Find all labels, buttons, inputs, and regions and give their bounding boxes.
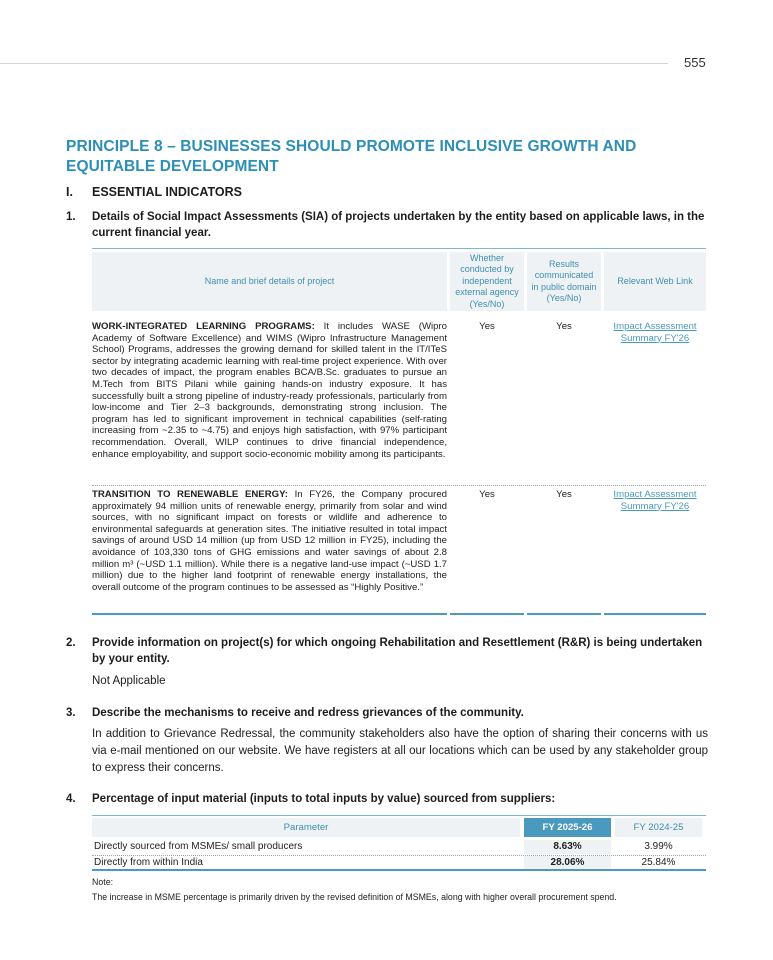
question-1 xyxy=(66,209,716,241)
fy25-value: 25.84% xyxy=(641,857,676,868)
project-name: WORK-INTEGRATED LEARNING PROGRAMS: xyxy=(92,321,315,332)
header-web-link: Relevant Web Link xyxy=(604,252,706,311)
header-fy-2024-25: FY 2024-25 xyxy=(615,818,702,837)
fy25-value: 3.99% xyxy=(644,841,673,852)
question-text: Describe the mechanisms to receive and redress grievances of the community. xyxy=(92,707,524,719)
section-number: I. xyxy=(66,185,73,199)
question-number: 2. xyxy=(66,637,76,649)
sia-table-bottom-rule xyxy=(92,613,706,615)
project-name: TRANSITION TO RENEWABLE ENERGY: xyxy=(92,489,288,500)
project-details xyxy=(92,489,447,593)
question-text: Percentage of input material (inputs to total inputs by value) sourced from suppliers: xyxy=(92,793,556,805)
impact-assessment-link[interactable]: Impact Assessment Summary FY'26 xyxy=(613,489,697,512)
table-row xyxy=(92,489,706,593)
question-3 xyxy=(66,705,716,721)
header-fy-2025-26: FY 2025-26 xyxy=(524,818,611,837)
project-description: It includes WASE (Wipro Academy of Software Excellence) and WIMS (Wipro Infrastructure Management School) Programs, addresses the growing demand for skilled talent in the IT/ITeS sector by integrating academic learning with real-time project experience. With over two decades of impact, the program enables BCA/B.Sc. graduates to pursue an M.Tech from BITS Pilani while gaining hands-on industry exposure. It has successfully built a strong pipeline of industry-ready professionals, particularly from low-income and Tier 2–3 backgrounds, demonstrating strong inclusion. The program has led to significant improvement in technical capabilities (self-rating increasing from ~2.35 to ~4.75) and enjoys high satisfaction, with 97% participant recommendation. Overall, WILP continues to drive financial independence, enhance employability, and support socio-economic mobility among its participants. xyxy=(92,321,447,460)
question-text: Provide information on project(s) for which ongoing Rehabilitation and Resettlement (R&R) is being undertaken by your entity. xyxy=(92,637,703,665)
external-agency-value: Yes xyxy=(479,321,495,332)
parameter-name: Directly from within India xyxy=(94,857,203,868)
public-domain-value: Yes xyxy=(556,489,572,500)
section-title: ESSENTIAL INDICATORS xyxy=(92,185,243,199)
question-4 xyxy=(66,791,716,807)
header-external-agency: Whether conducted by independent external agency (Yes/No) xyxy=(450,252,524,311)
page-number: 555 xyxy=(684,55,706,70)
web-link-cell xyxy=(604,489,706,593)
public-domain-value: Yes xyxy=(556,321,572,332)
row-divider xyxy=(92,485,706,486)
fy26-value: 8.63% xyxy=(524,840,611,854)
note-text: The increase in MSME percentage is primarily driven by the revised definition of MSMEs, along with higher overall procurement spend. xyxy=(92,892,617,902)
question-number: 4. xyxy=(66,793,76,805)
header-project: Name and brief details of project xyxy=(92,252,447,311)
header-parameter: Parameter xyxy=(92,818,520,837)
external-agency-value: Yes xyxy=(479,489,495,500)
fy26-value: 28.06% xyxy=(524,856,611,870)
question-2 xyxy=(66,635,716,667)
sia-table-header xyxy=(92,252,706,311)
parameter-name: Directly sourced from MSMEs/ small producers xyxy=(94,841,303,852)
project-details xyxy=(92,321,447,460)
principle-title: PRINCIPLE 8 – BUSINESSES SHOULD PROMOTE INCLUSIVE GROWTH AND EQUITABLE DEVELOPMENT xyxy=(66,138,637,175)
sia-table-top-rule xyxy=(92,248,706,249)
table-row xyxy=(92,856,706,870)
supplier-table-header xyxy=(92,818,706,837)
answer-3: In addition to Grievance Redressal, the community stakeholders also have the option of sharing their concerns with us via e-mail mentioned on our website. We have registers at all our locations which can be used by any stakeholder group to express their concerns. xyxy=(92,728,708,774)
question-number: 1. xyxy=(66,211,76,223)
supplier-table-top-rule xyxy=(92,815,706,816)
web-link-cell xyxy=(604,321,706,460)
table-row xyxy=(92,321,706,460)
note-label: Note: xyxy=(92,877,114,887)
supplier-table-bottom-rule xyxy=(92,869,706,871)
question-text: Details of Social Impact Assessments (SIA) of projects undertaken by the entity based on applicable laws, in the current financial year. xyxy=(92,211,705,239)
answer-2: Not Applicable xyxy=(92,675,166,687)
header-rule xyxy=(0,63,668,64)
project-description: In FY26, the Company procured approximately 94 million units of renewable energy, primarily from solar and wind sources, with no significant impact on forests or wildlife and adherence to environmental safeguards at generation sites. The initiative resulted in total impact savings of around USD 14 million (up from USD 12 million in FY25), including the avoidance of 103,330 tons of GHG emissions and water savings of about 2.8 million m³ (~USD 1.1 million). While there is a negative land-use impact (~USD 1.7 million) due to the higher land footprint of renewable energy installations, the overall outcome of the program continues to be assessed as “Highly Positive.” xyxy=(92,489,447,593)
section-heading xyxy=(66,185,242,199)
header-public-domain: Results communicated in public domain (Yes/No) xyxy=(527,252,601,311)
question-number: 3. xyxy=(66,707,76,719)
impact-assessment-link[interactable]: Impact Assessment Summary FY'26 xyxy=(613,321,697,344)
table-row xyxy=(92,840,706,854)
